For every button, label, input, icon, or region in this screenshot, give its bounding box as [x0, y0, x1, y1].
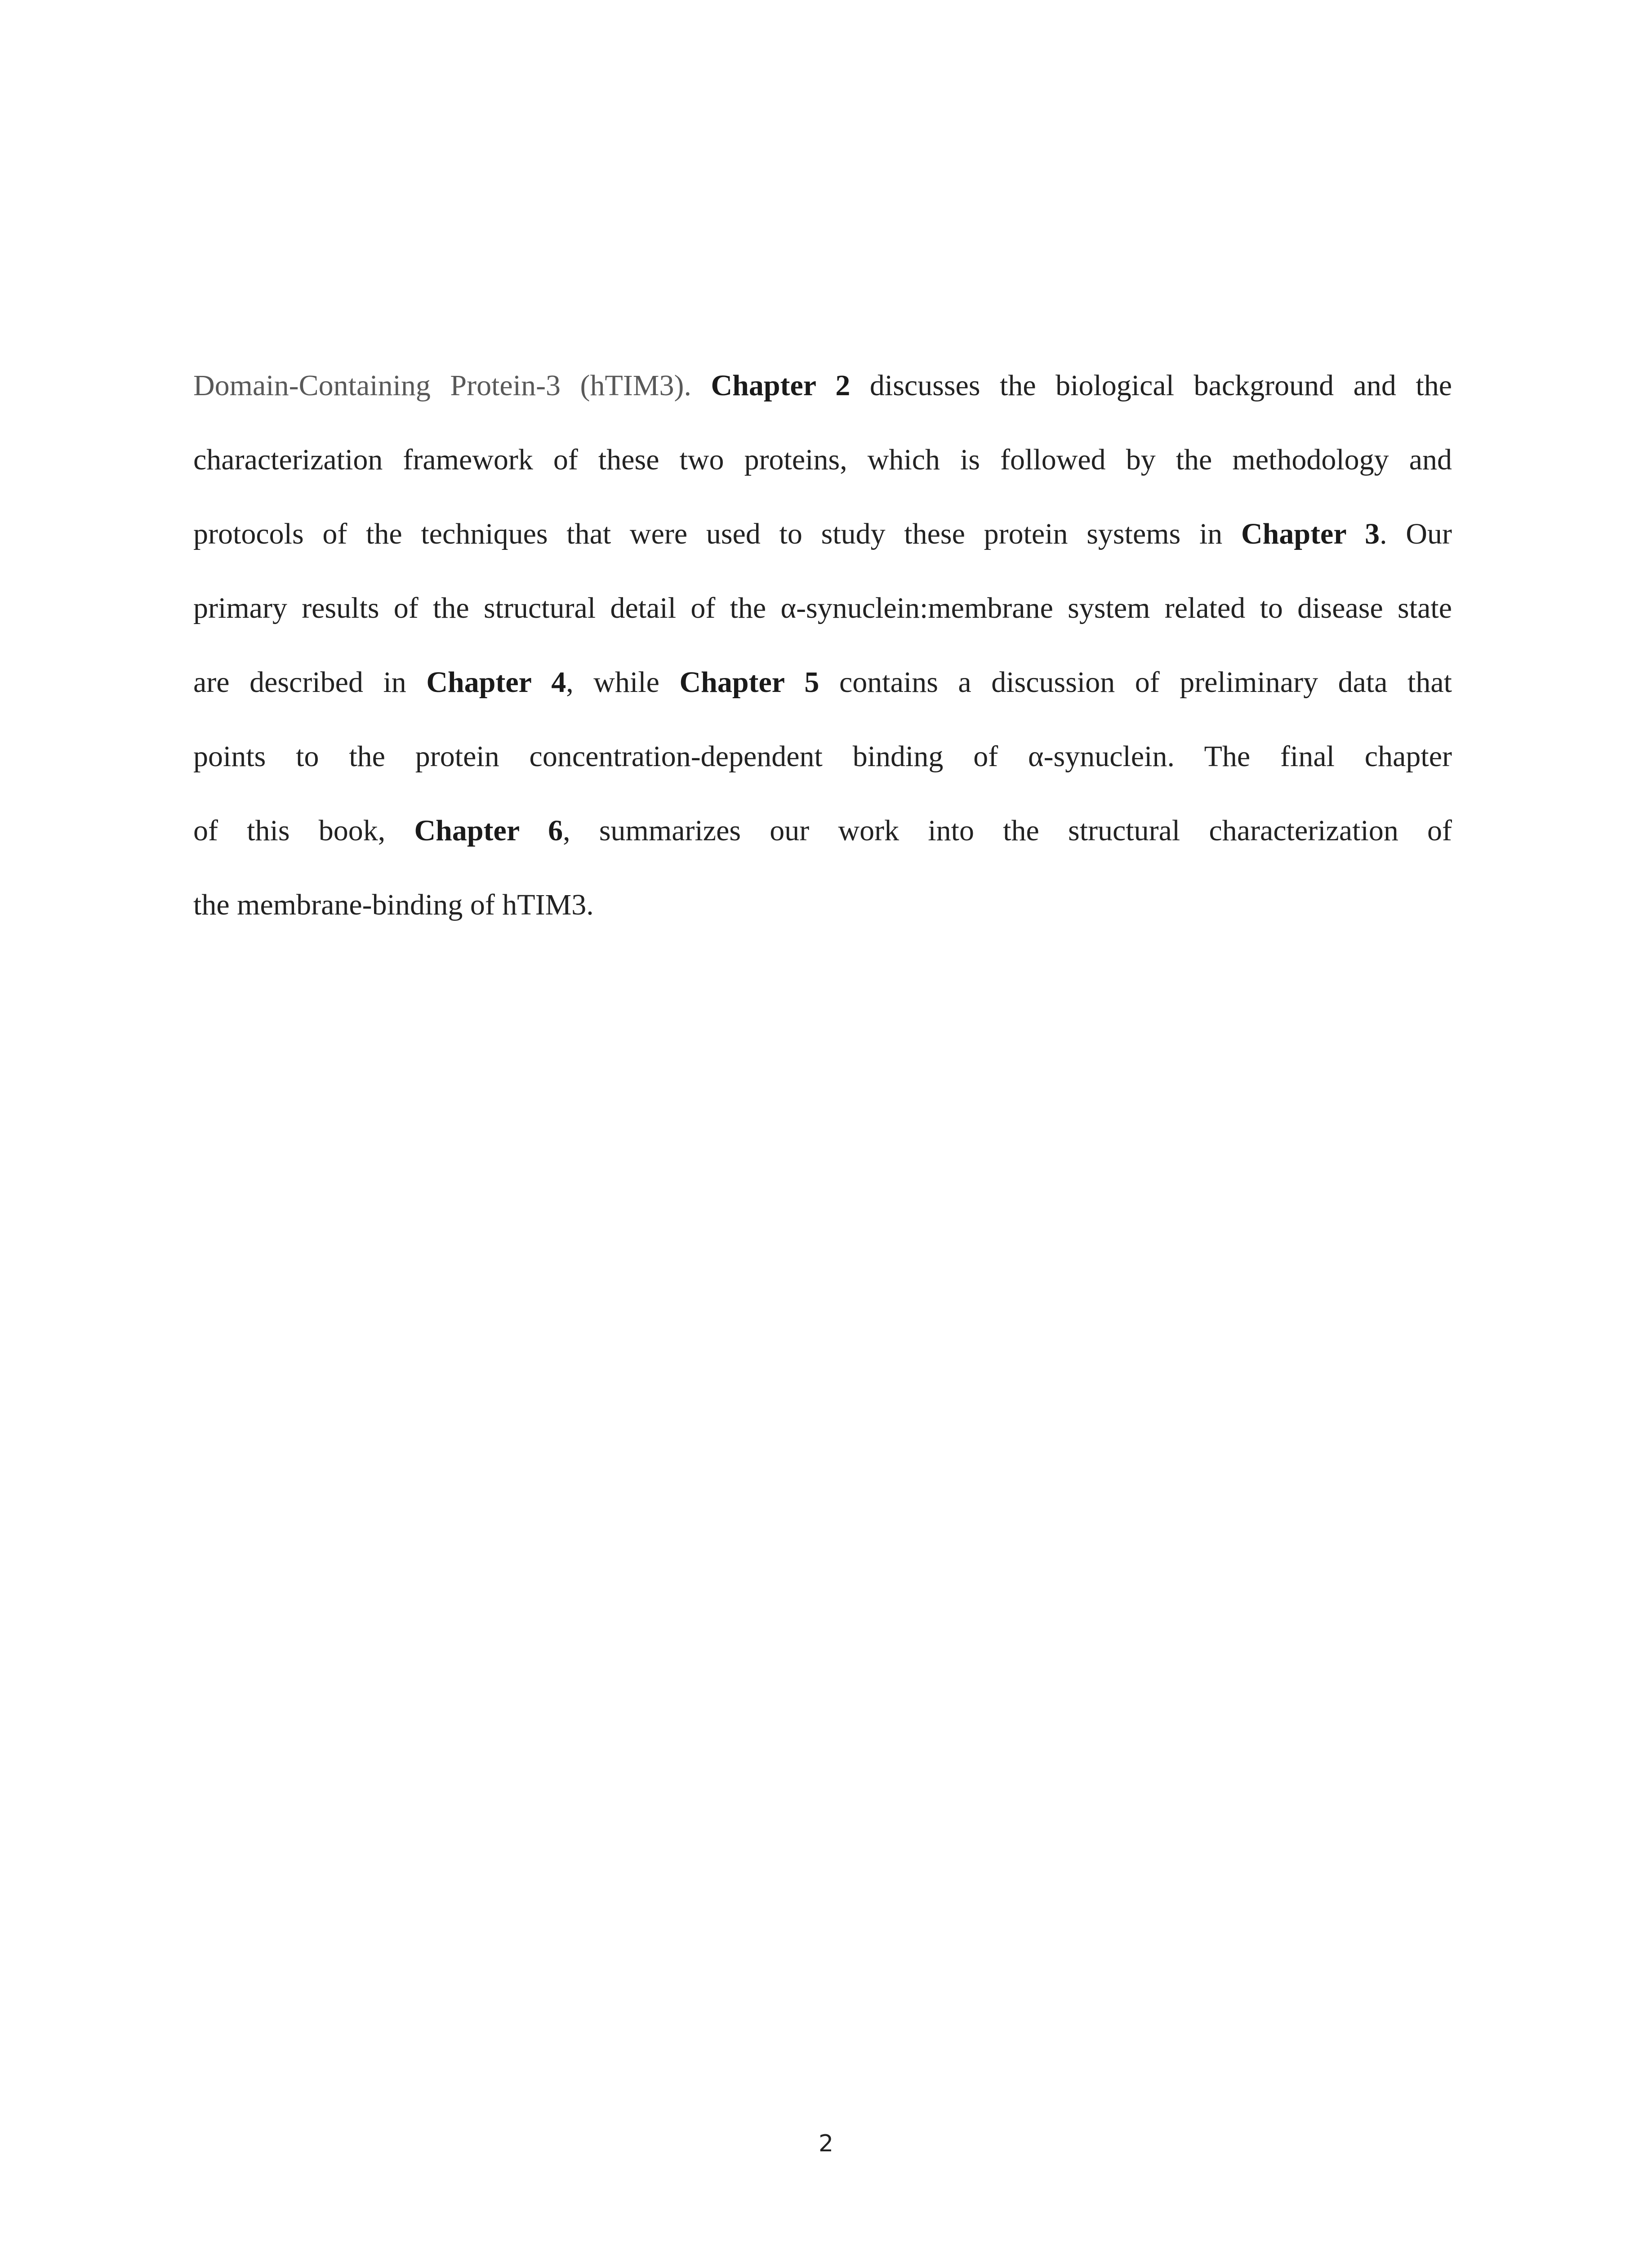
chapter-reference: Chapter 2	[711, 369, 850, 402]
paragraph-line	[193, 512, 1452, 586]
paragraph-text: contains a discussion of preliminary data that	[839, 666, 1452, 699]
paragraph-text: discusses the biological background and the	[869, 369, 1452, 402]
paragraph-text: . Our	[1380, 517, 1452, 550]
chapter-reference: Chapter 3	[1241, 517, 1380, 550]
chapter-reference: Chapter 6	[414, 814, 563, 847]
paragraph-line	[193, 660, 1452, 734]
paragraph-text: , summarizes our work into the structural characterization of	[563, 814, 1452, 847]
paragraph-line: primary results of the structural detail of the α-synuclein:membrane system related to disease state	[193, 592, 1452, 624]
paragraph-line	[193, 808, 1452, 883]
paragraph-text: of this book,	[193, 814, 386, 847]
chapter-reference: Chapter 5	[679, 666, 819, 699]
paragraph-text: are described in	[193, 666, 406, 699]
protein-name-text: Domain-Containing Protein-3 (hTIM3).	[193, 369, 691, 402]
paragraph-line: points to the protein concentration-dependent binding of α-synuclein. The final chapter	[193, 740, 1452, 773]
chapter-reference: Chapter 4	[426, 666, 566, 699]
paragraph-line: the membrane-binding of hTIM3.	[193, 888, 594, 921]
paragraph-text: , while	[566, 666, 659, 699]
paragraph-line: characterization framework of these two proteins, which is followed by the methodology and	[193, 443, 1452, 476]
page-number: 2	[818, 2130, 834, 2157]
paragraph-line	[193, 363, 1452, 437]
body-paragraph	[193, 363, 1452, 957]
paragraph-text: protocols of the techniques that were used to study these protein systems in	[193, 517, 1223, 550]
